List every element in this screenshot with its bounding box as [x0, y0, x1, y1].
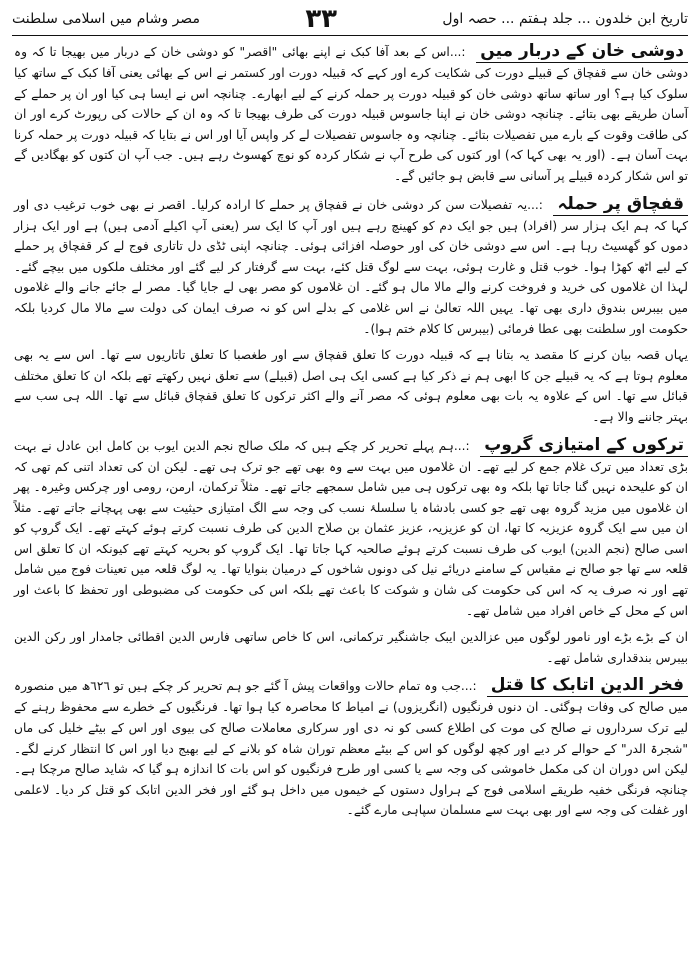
page-header: [12, 4, 688, 34]
paragraph-text: :...جب وہ تمام حالات وواقعات پیش آ گئے جو ہم تحریر کر چکے ہیں تو ٦٢٦ھ میں منصورہ میں صالح کی وفات ہوگئی۔ ان دنوں فرنگیوں (انگریزوں) نے امیاط کا محاصرہ کیا ہوا تھا۔ فرنگیوں کے خطرے سے محفوظ رہنے کے لیے ترک سرداروں نے صالح کی موت کی اطلاع کسی کو نہ دی اور سرکاری معاملات صالح کی بیوی اور اس کے بیٹے خلیل کی ماں "شجرۃ الدر" کے حوالے کر دیے اور کچھ لوگوں کو اس کے بیٹے معظم توران شاہ کو بلانے کے لیے بھیج دیا اور اس کا انتظار کرنے لگے۔ لیکن اس دوران ان کی مکمل خاموشی کی وجہ سے یا کسی اور طرح فرنگیوں کو اس بات کا اندازہ ہو گیا کہ شاید صالح مرچکا ہے۔ چنانچہ فرنگی خفیہ طریقے اسلامی فوج کے ہراول دستوں کے خیموں میں داخل ہو گئے اور فخر الدین اتابک کو قتل کر دیا۔ لاعلمی اور غفلت کی وجہ سے اور بھی بہت سے مسلمان سپاہی مارے گئے۔: [14, 679, 688, 818]
paragraph-text: ان کے بڑے بڑے اور نامور لوگوں میں عزالدین ایبک جاشنگیر ترکمانی، اس کا خاص ساتھی فارس الدین اقطائی جامدار اور رکن الدین بیبرس بندقداری شامل تھے۔: [14, 630, 688, 665]
page-body: [14, 40, 688, 967]
paragraph-text: :...یہ تفصیلات سن کر دوشی خان نے قفچاق پر حملے کا ارادہ کرلیا۔ اقصر نے بھی خوب ترغیب دی اور کہا کہ ہم ایک ہزار سر (افراد) ہیں جو ایک دم کو کھینچ رہے ہیں اور آپ کا ایک سر (یعنی آپ اکیلے آدمی ہیں) ہے اور ایک ہزار دموں کو گھسیٹ رہا ہے۔ اس سے دوشی خان کی اور حوصلہ افزائی ہوئی۔ چنانچہ اپنی ٹڈی دل تاتاری فوج لے کر قفچاق پر حملے کے لیے اٹھ کھڑا ہوا۔ خوب قتل و غارت ہوئی، بہت سے لوگ قتل کئے، بہت سے گرفتار کر لیے گئے اور مختلف ملکوں میں بیچے گئے۔ لہذا ان غلاموں کی خرید و فروخت کرنے والے مالا مال ہو گئے۔ ان غلاموں کو مصر بھی لے جایا گیا۔ مصر لے جائے جانے والے غلاموں میں بیبرس بندوق داری بھی تھا۔ یہیں اللہ تعالیٰ نے اس غلامی کے بدلے اس کو نہ صرف ایمان کی دولت سے مالا مال کردیا بلکہ حکومت اور سلطنت بھی عطا فرمائی (بیبرس کا کلام ختم ہوا)۔: [14, 197, 688, 336]
section-heading: ترکوں کے امتیازی گروپ: [480, 434, 688, 457]
section-title: مصر وشام میں اسلامی سلطنت: [12, 11, 200, 27]
header-divider: [12, 35, 688, 36]
page-number: ٣٣: [305, 4, 338, 34]
paragraph-text: :...ہم پہلے تحریر کر چکے ہیں کہ ملک صالح نجم الدین ایوب بن کامل ابن عادل نے بہت بڑی تعداد میں ترک غلام جمع کر لیے تھے۔ ان غلاموں میں بہت سے وہ بھی تھے جو ترک ہی تھے۔ لیکن ان کی تعداد اتنی کم تھی کہ ان کو علیحدہ نہیں گنا جاتا تھا بلکہ وہ بھی ترکوں ہی میں شامل سمجھے جاتے تھے۔ مثلاً ترکمان، ارمن، رومی اور چرکس وغیرہ۔ پھر ان غلاموں میں مزید گروہ بھی تھے جو کسی بادشاہ یا سلسلۂ نسب کی وجہ سے الگ امتیازی حیثیت سے بھی پہچانے جاتے تھے۔ مثلاً ان میں سے ایک گروہ عزیزیہ کا تھا، ان کو عزیزیہ، عزیز عثمان بن صلاح الدین کی طرف نسبت کرتے ہوئے کہتے تھے۔ ایک گروپ کو اسی صالح (نجم الدین) ایوب کی طرف نسبت کرتے ہوئے صالحیہ کہا جاتا تھا۔ ایک گروپ کو بحریہ کہتے تھے کیونکہ ان کا تعلق اس قلعہ سے تھا جو صالح نے مقیاس کے سامنے دریائے نیل کی دونوں شاخوں کے درمیان بنوایا تھا۔ یہ لوگ قلعہ میں تعینات فوج میں شامل تھے اور نہ صرف یہ کہ اس کی حکومت کی شان و شوکت کا باعث تھے بلکہ اس کی حکومت کی مضبوطی اور تحفظ کا باعث اور اس کے محل کے خاص افراد میں شامل تھے۔: [14, 438, 688, 618]
section-heading: دوشی خان کے دربار میں: [476, 40, 688, 63]
paragraph: [14, 193, 688, 340]
paragraph-text: :...اس کے بعد آفا کبک نے اپنے بھائی "اقصر" کو دوشی خان کے دربار میں بھیجا تا کہ وہ دوشی خان سے قفچاق کے قبیلے دورت کی شکایت کرے اور کہے کہ قبیلہ دورت اور کستمر نے اس کے بھائی یعنی آفا کبک کے ساتھ کیا سلوک کیا ہے؟ اور ساتھ ساتھ دوشی خان کو قبیلہ دورت پر حملہ کرنے کے لیے ابھارے۔ چنانچہ اس نے ایسا ہی کیا اور ان پر حملے کے آسان طریقے بھی بتائے۔ چنانچہ دوشی خان نے اپنا جاسوس قبیلہ دورت کی طرف بھیجا تا کہ وہ ان کے حالات کی رپورٹ کرے اور ان کی طاقت وقوت کے بارے میں تفصیلات بتائے۔ چنانچہ وہ جاسوس تفصیلات لے کر واپس آیا اور اس نے بتایا کہ قبیلہ دورت پر حملہ کرنا بہت آسان ہے۔ (اور یہ بھی کہا کہ) اور کتوں کی طرح آپ نے شکار کردہ کو نوچ کھسوٹ رہے ہیں۔ جب آپ ان کتوں کو بھگادیں گے تو اس شکار کردہ قبیلے پر آسانی سے قابض ہو جائیں گے۔: [14, 45, 688, 183]
paragraph: [14, 627, 688, 668]
book-info: تاریخ ابن خلدون ... جلد ہفتم ... حصہ اول: [442, 11, 688, 27]
section-heading: فخر الدین اتابک کا قتل: [487, 674, 688, 697]
paragraph-text: یہاں قصہ بیان کرنے کا مقصد یہ بتانا ہے کہ قبیلہ دورت کا تعلق قفچاق سے اور طغصبا کا تعلق تاتاریوں سے تھا۔ اس سے یہ بھی معلوم ہوتا ہے کہ یہ قبیلے جن کا ابھی ہم نے ذکر کیا ہے کسی ایک ہی اصل (قبیلے) سے تعلق نہیں رکھتے تھے بلکہ ان کا تعلق مختلف قبائل سے تھا۔ اس کے علاوہ یہ بات بھی معلوم ہوئی کہ مصر آنے والے اکثر ترکوں کا تعلق قفچاق قبائل سے تھا۔ اللہ ہی سب سے بہتر جاننے والا ہے۔: [14, 348, 688, 424]
paragraph: [14, 40, 688, 187]
paragraph: [14, 345, 688, 427]
section-heading: قفچاق پر حملہ: [553, 193, 688, 216]
paragraph: [14, 674, 688, 821]
paragraph: [14, 434, 688, 622]
